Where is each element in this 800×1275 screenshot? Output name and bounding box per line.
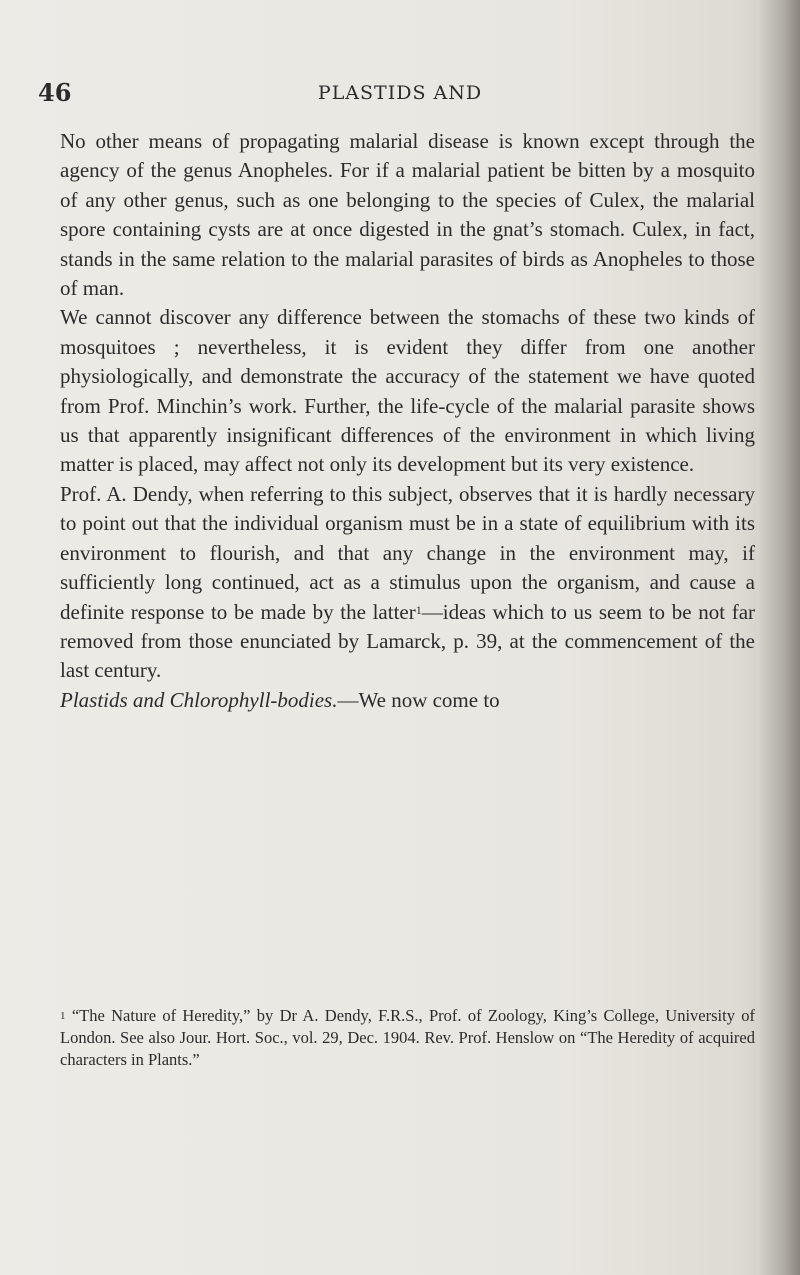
footnote: [60, 1005, 755, 1071]
page-edge-shadow: [758, 0, 800, 1275]
paragraph: [60, 686, 755, 715]
paragraph: We cannot discover any difference between the stomachs of these two kinds of mosquitoes ; nevertheless, it is evident they differ from one another physiologically, and demonstrate the accuracy of the statement we have quoted from Prof. Minchin’s work. Further, the life-cycle of the malarial parasite shows us that apparently insignificant differences of the environment in which living matter is placed, may affect not only its development but its very existence.: [60, 305, 755, 477]
footnote-number: 1: [60, 1010, 66, 1022]
body-text: [60, 127, 755, 715]
footnote-text: “The Nature of Heredity,” by Dr A. Dendy, F.R.S., Prof. of Zoology, King’s College, University of London. See also Jour. Hort. Soc., vol. 29, Dec. 1904. Rev. Prof. Henslow on “The Heredity of acquired characters in Plants.”: [60, 1006, 756, 1069]
page-header: [0, 78, 800, 108]
paragraph-text: —We now come to: [337, 687, 500, 712]
footnote-reference: 1: [415, 602, 422, 617]
paragraph-text: Prof. A. Dendy, when referring to this subject, observes that it is hardly necessary to point out that the individual organism must be in a state of equilibrium with its environment to flourish, and that any change in the environment may, if sufficiently long continued, act as a stimulus upon the organism, and cause a definite response to be made by the latter: [60, 481, 755, 624]
page-number: 46: [38, 78, 72, 107]
paragraph-text: —ideas which to us seem to be not far removed from those enunciated by Lamarck, p. 39, at the commencement of the last century.: [60, 599, 756, 683]
paragraph: [60, 480, 755, 686]
running-head: PLASTIDS AND: [317, 82, 483, 104]
paragraph: No other means of propagating malarial disease is known except through the agency of the genus Anopheles. For if a malarial patient be bitten by a mosquito of any other genus, such as one belonging to the species of Culex, the malarial spore containing cysts are at once digested in the gnat’s stomach. Culex, in fact, stands in the same relation to the malarial parasites of birds as Anopheles to those of man.: [60, 129, 755, 301]
section-heading: Plastids and Chlorophyll-bodies.: [60, 687, 338, 712]
